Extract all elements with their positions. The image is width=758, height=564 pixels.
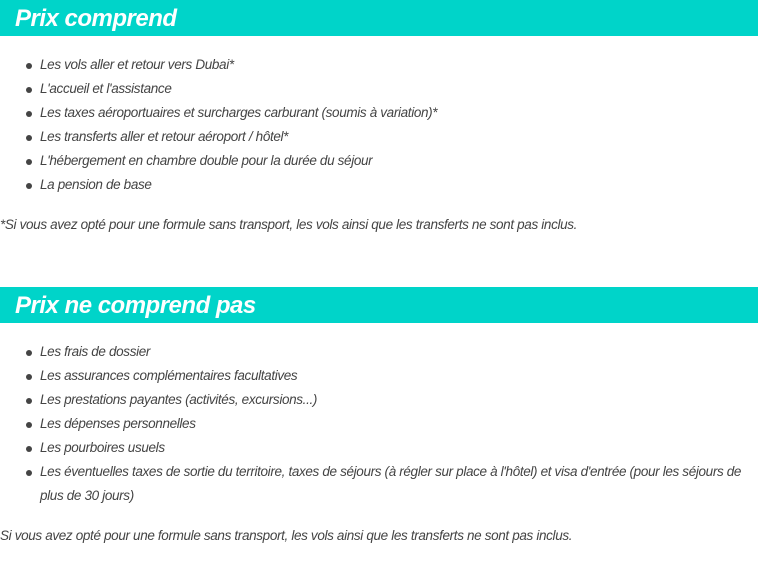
included-header	[0, 0, 758, 36]
list-item: Les éventuelles taxes de sortie du territoire, taxes de séjours (à régler sur place à l'hôtel) et visa d'entrée (pour les séjours de plus de 30 jours)	[0, 460, 745, 508]
list-item: Les taxes aéroportuaires et surcharges carburant (soumis à variation)*	[0, 101, 745, 125]
included-title: Prix comprend	[15, 5, 177, 32]
list-item: L'hébergement en chambre double pour la durée du séjour	[0, 149, 745, 173]
excluded-title: Prix ne comprend pas	[15, 292, 256, 319]
list-item: La pension de base	[0, 173, 745, 197]
excluded-header	[0, 287, 758, 323]
excluded-note: Si vous avez opté pour une formule sans transport, les vols ainsi que les transferts ne sont pas inclus.	[0, 528, 573, 543]
list-item: Les assurances complémentaires facultatives	[0, 364, 745, 388]
list-item: Les vols aller et retour vers Dubai*	[0, 53, 745, 77]
excluded-list	[0, 340, 745, 508]
list-item: Les pourboires usuels	[0, 436, 745, 460]
list-item: Les dépenses personnelles	[0, 412, 745, 436]
included-list	[0, 53, 745, 197]
list-item: Les transferts aller et retour aéroport / hôtel*	[0, 125, 745, 149]
list-item: L'accueil et l'assistance	[0, 77, 745, 101]
included-note: *Si vous avez opté pour une formule sans transport, les vols ainsi que les transferts ne sont pas inclus.	[0, 217, 578, 232]
list-item: Les prestations payantes (activités, excursions...)	[0, 388, 745, 412]
list-item: Les frais de dossier	[0, 340, 745, 364]
